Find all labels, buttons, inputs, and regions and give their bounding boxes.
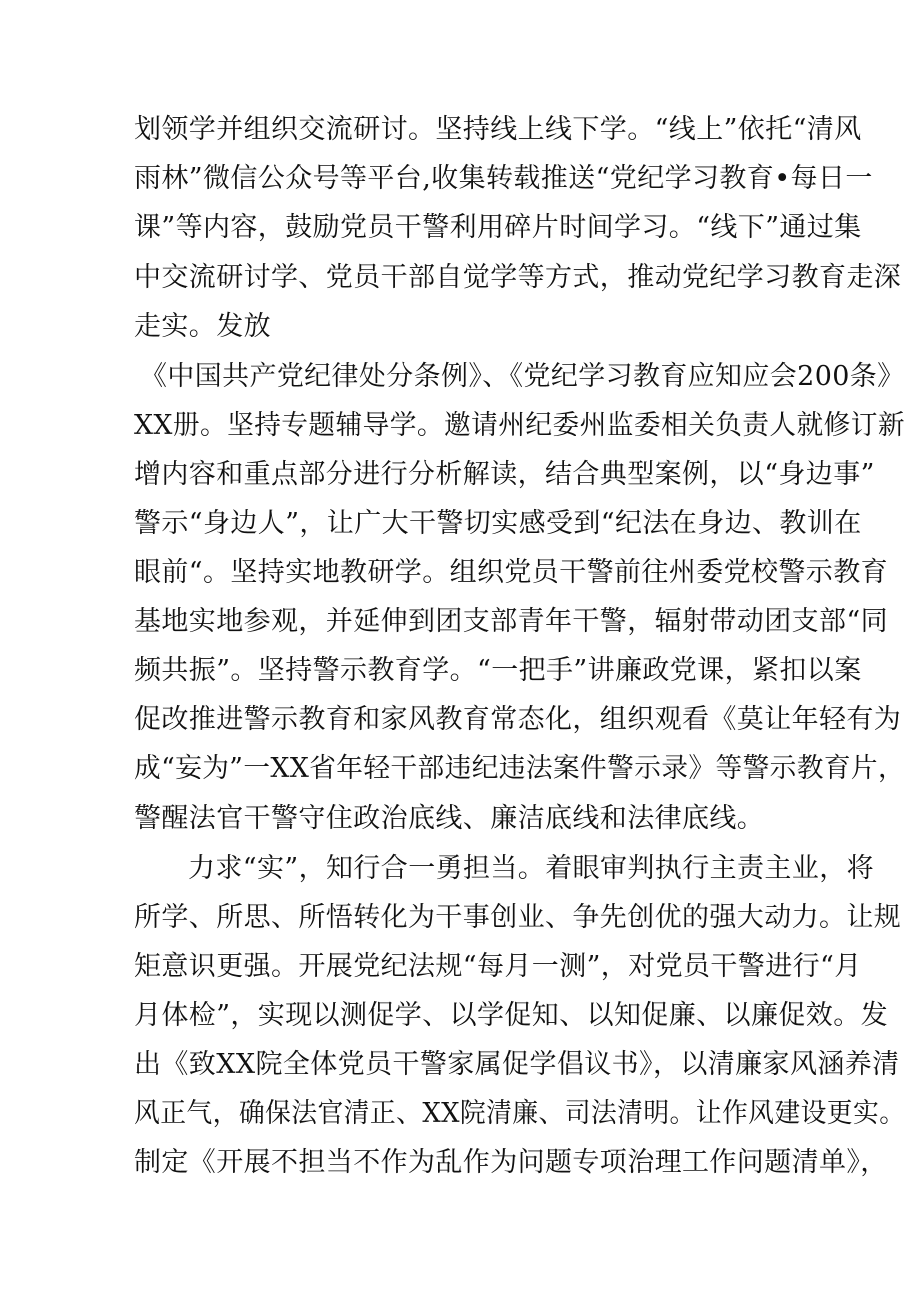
text-line: 增内容和重点部分进行分析解读，结合典型案例，以“身边事” (134, 459, 875, 490)
text-line: 雨林”微信公众号等平台,收集转载推送“党纪学习教育•每日一 (134, 163, 873, 194)
text-line: 《中国共产党纪律处分条例》、《党纪学习教育应知应会200条》 (140, 361, 905, 392)
text-line: 划领学并组织交流研讨。坚持线上线下学。“线上”依托“清风 (134, 114, 862, 145)
text-line: 基地实地参观，并延伸到团支部青年干警，辐射带动团支部“同 (134, 606, 889, 637)
text-line: 警醒法官干警守住政治底线、廉洁底线和法律底线。 (134, 803, 765, 834)
text-line: 所学、所思、所悟转化为干事创业、争先创优的强大动力。让规 (134, 902, 902, 933)
text-line: 频共振”。坚持警示教育学。“一把手”讲廉政党课，紧扣以案 (134, 655, 862, 686)
text-line: 矩意识更强。开展党纪法规“每月一测”，对党员干警进行“月 (134, 951, 862, 982)
text-line: 走实。发放 (134, 311, 271, 342)
paragraph-first-line: 力求“实”，知行合一勇担当。着眼审判执行主责主业，将 (188, 853, 875, 884)
text-line: 眼前“。坚持实地教研学。组织党员干警前往州委党校警示教育 (134, 557, 889, 588)
text-line: 警示“身边人”，让广大干警切实感受到“纪法在身边、教训在 (134, 508, 862, 539)
text-line: 成“妄为”一XX省年轻干部违纪违法案件警示录》等警示教育片， (134, 753, 906, 784)
text-line: 月体检”，实现以测促学、以学促知、以知促廉、以廉促效。发 (134, 1000, 889, 1031)
text-line: 风正气，确保法官清正、XX院清廉、司法清明。让作风建设更实。 (134, 1098, 906, 1129)
text-line: 促改推进警示教育和家风教育常态化，组织观看《莫让年轻有为 (134, 704, 902, 735)
text-line: 课”等内容，鼓励党员干警利用碎片时间学习。“线下”通过集 (134, 212, 862, 243)
text-line: 制定《开展不担当不作为乱作为问题专项治理工作问题清单》， (134, 1147, 888, 1178)
text-line: 中交流研讨学、党员干部自觉学等方式，推动党纪学习教育走深 (134, 262, 902, 293)
text-line: XX册。坚持专题辅导学。邀请州纪委州监委相关负责人就修订新 (134, 410, 906, 441)
text-line: 出《致XX院全体党员干警家属促学倡议书》，以清廉家风涵养清 (134, 1049, 900, 1080)
